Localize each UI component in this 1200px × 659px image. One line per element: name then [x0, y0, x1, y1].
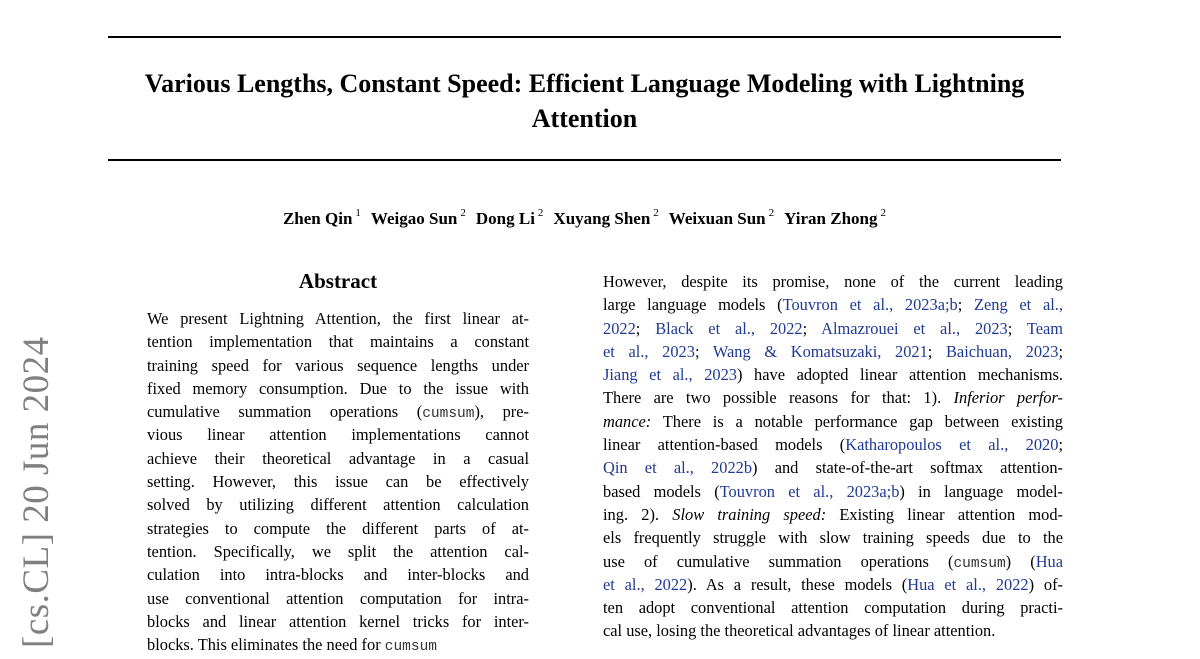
text-line: use of cumulative summation operations (cumsum) (Hua [603, 551, 1063, 572]
author-affiliation: 1 [355, 207, 361, 219]
arxiv-stamp: [cs.CL] 20 Jun 2024 [16, 336, 57, 648]
text-line: However, despite its promise, none of the current leading [603, 272, 1063, 291]
author-affiliation: 2 [768, 207, 775, 219]
text-line: cumulative summation operations (cumsum), pre- [147, 402, 529, 423]
text-line: linear attention-based models (Katharopoulos et al., 2020; [603, 435, 1063, 455]
text-line: based models (Touvron et al., 2023a;b) in language model- [603, 481, 1063, 501]
text-line: blocks and linear attention kernel tricks for inter- [147, 611, 529, 631]
paper-title-line1: Various Lengths, Constant Speed: Efficient Language Modeling with Lightning [144, 69, 1025, 98]
author-affiliation: 2 [460, 207, 466, 219]
text-line: culation into intra-blocks and inter-blocks and [147, 565, 529, 585]
text-line: et al., 2023; Wang & Komatsuzaki, 2021; Baichuan, 2023; [603, 341, 1063, 361]
text-line: blocks. This eliminates the need for cumsum [147, 635, 437, 656]
author-affiliation: 2 [880, 207, 887, 219]
text-line: large language models (Touvron et al., 2023a;b; Zeng et al., [603, 295, 1063, 315]
text-line: achieve their theoretical advantage in a casual [147, 448, 529, 468]
paper-title [100, 66, 1069, 136]
text-line: ten adopt conventional attention computation during practi- [603, 598, 1063, 618]
text-line: mance: There is a notable performance gap between existing [603, 411, 1063, 431]
text-line: els frequently struggle with slow training speeds due to the [603, 528, 1063, 548]
author-list [108, 203, 1061, 230]
text-line: strategies to compute the different parts of at- [147, 518, 529, 538]
text-line: cal use, losing the theoretical advantages of linear attention. [603, 621, 996, 641]
abstract-heading: Abstract [298, 269, 378, 293]
text-line: Jiang et al., 2023) have adopted linear attention mechanisms. [603, 365, 1063, 385]
body-text-column [603, 270, 1063, 643]
paper-title-line2: Attention [531, 104, 638, 133]
text-line: solved by utilizing different attention calculation [147, 495, 529, 515]
text-line: tention implementation that maintains a constant [147, 332, 529, 352]
author-affiliation: 2 [653, 207, 659, 219]
text-line: Qin et al., 2022b) and state-of-the-art softmax attention- [603, 458, 1063, 478]
text-line: vious linear attention implementations cannot [147, 425, 529, 445]
text-line: 2022; Black et al., 2022; Almazrouei et al., 2023; Team [603, 318, 1064, 338]
text-line: use conventional attention computation for intra- [147, 588, 529, 608]
author-name: Weixuan Sun $^2$ [668, 207, 775, 228]
title-bottom-rule [108, 159, 1061, 161]
author-name: Dong Li $^2$ [475, 207, 544, 228]
author-name: Yiran Zhong $^2$ [784, 207, 887, 228]
text-line: We present Lightning Attention, the first linear at- [147, 309, 529, 328]
title-top-rule [108, 36, 1061, 38]
text-line: setting. However, this issue can be effectively [147, 472, 529, 492]
author-affiliation: 2 [537, 207, 544, 219]
text-line: There are two possible reasons for that: 1). Inferior perfor- [603, 388, 1063, 408]
text-line: tention. Specifically, we split the attention cal- [147, 541, 529, 561]
author-name: Weigao Sun $^2$ [370, 207, 466, 228]
abstract-body [147, 307, 529, 656]
author-name: Zhen Qin $^1$ [282, 207, 361, 228]
text-line: et al., 2022). As a result, these models (Hua et al., 2022) of- [603, 574, 1063, 594]
text-line: fixed memory consumption. Due to the issue with [147, 378, 529, 398]
author-name: Xuyang Shen $^2$ [553, 207, 659, 228]
text-line: training speed for various sequence lengths under [147, 355, 529, 375]
text-line: ing. 2). Slow training speed: Existing linear attention mod- [603, 504, 1063, 524]
